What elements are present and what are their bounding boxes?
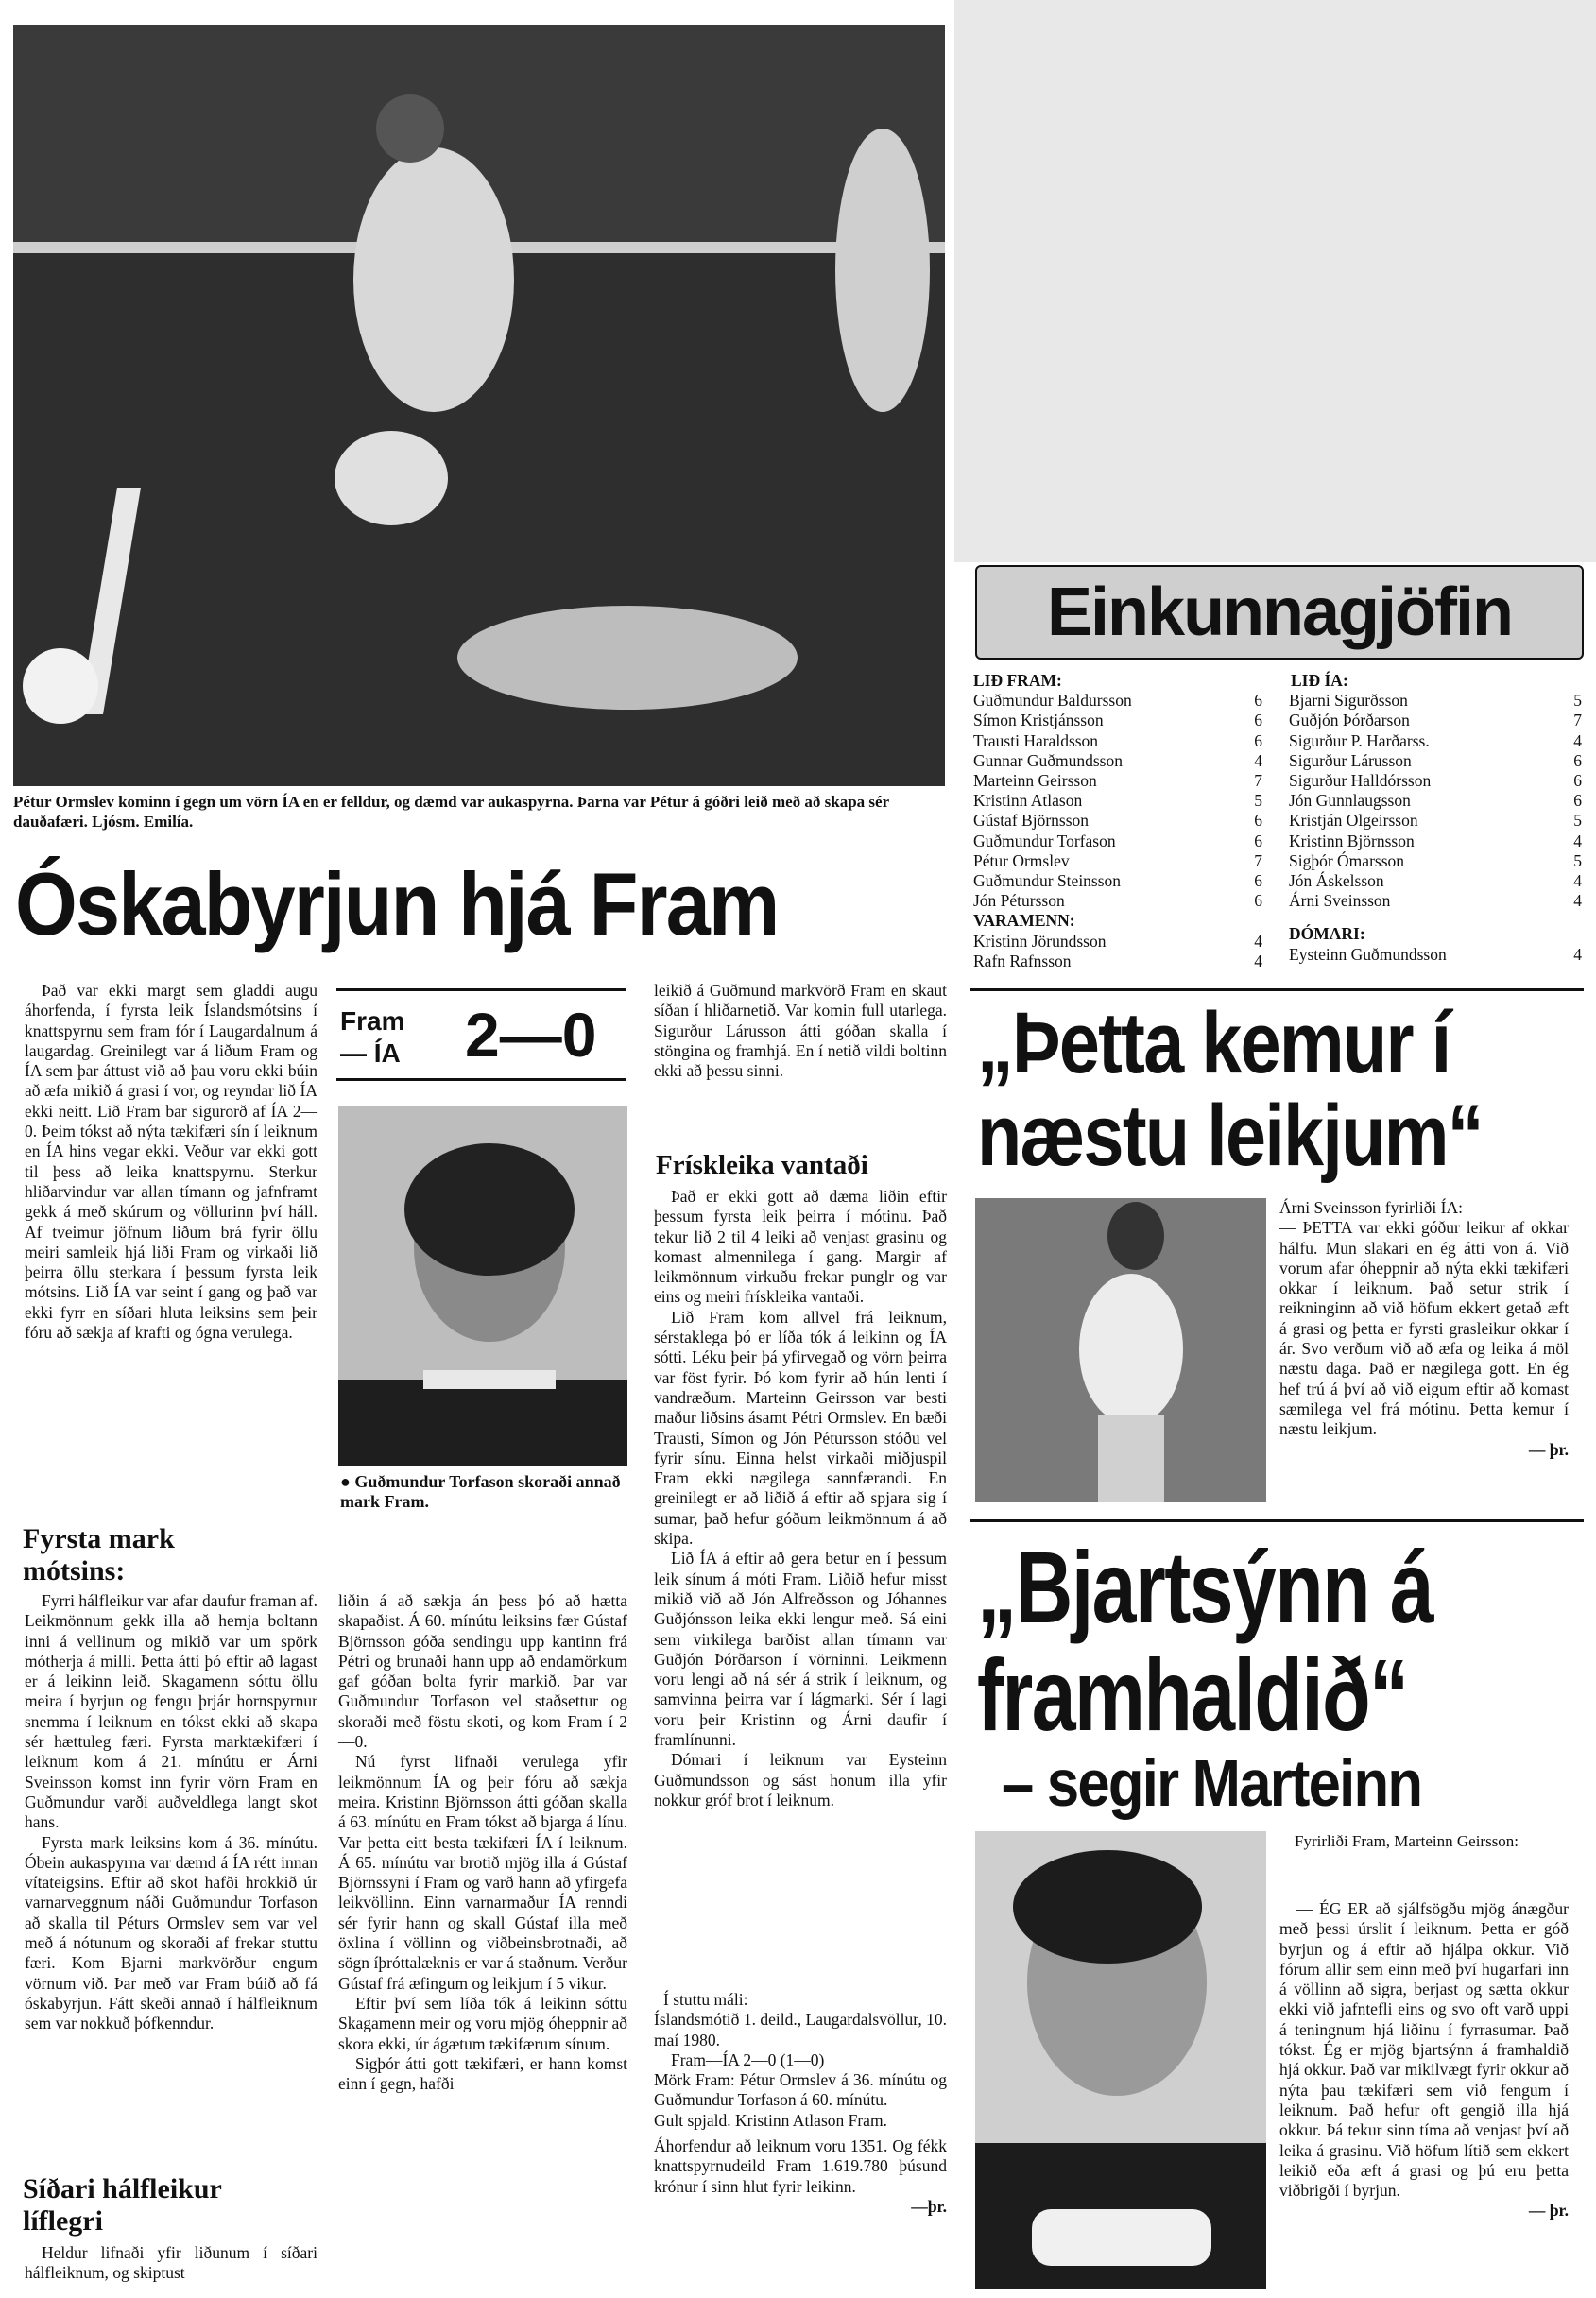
- player-name: Kristinn Jörundsson: [973, 931, 1107, 951]
- player-score: 4: [1573, 871, 1582, 891]
- match-photo: [13, 25, 945, 786]
- player-score: 4: [1573, 831, 1582, 850]
- photo-marteinn: [975, 1831, 1266, 2289]
- portrait-caption: ● Guðmundur Torfason skoraði annað mark Fram.: [340, 1472, 621, 1511]
- player-name: Guðmundur Baldursson: [973, 691, 1132, 711]
- player-score: 4: [1254, 931, 1262, 951]
- player-score: 6: [1254, 831, 1262, 850]
- subheading-fyrsta-mark: Fyrsta mark mótsins:: [23, 1523, 175, 1586]
- rating-row: [973, 811, 1262, 831]
- story3-headline-l1: „Bjartsýnn á: [977, 1530, 1433, 1644]
- rating-row: [973, 771, 1262, 791]
- rating-row: [973, 791, 1262, 811]
- player-name: Guðmundur Torfason: [973, 831, 1116, 850]
- score-result: 2—0: [465, 1000, 597, 1070]
- player-name: Gústaf Björnsson: [973, 811, 1090, 831]
- ia-header: LIÐ ÍA:: [1291, 671, 1348, 690]
- rating-row: [1289, 691, 1582, 711]
- player-score: 5: [1254, 791, 1262, 811]
- rating-row: [1289, 771, 1582, 791]
- player-score: 7: [1573, 711, 1582, 730]
- player-score: 4: [1254, 750, 1262, 770]
- player-score: 5: [1573, 691, 1582, 711]
- rating-row: [1289, 751, 1582, 771]
- player-name: Trausti Haraldsson: [973, 730, 1099, 750]
- ratings-banner: [975, 565, 1584, 660]
- rating-row: [973, 932, 1262, 952]
- player-name: Sigurður Lárusson: [1289, 750, 1412, 770]
- rating-row: [1289, 791, 1582, 811]
- player-name: Marteinn Geirsson: [973, 771, 1097, 791]
- col3-top: leikið á Guðmund markvörð Fram en skaut síðan í hliðarnetið. Var komin full utarlega. Sigurður Lárusson átti góðan skalla í stöngina og framhjá. En í netið vildi boltinn ekki að þessu sinni.: [654, 981, 947, 1081]
- rating-row: [973, 851, 1262, 871]
- subheading-friskleika: Frískleika vantaði: [656, 1150, 868, 1180]
- rating-row: [973, 731, 1262, 751]
- rating-row: [973, 952, 1262, 971]
- rating-row: [1289, 871, 1582, 891]
- player-name: Jón Pétursson: [973, 891, 1065, 911]
- story2-byline: Árni Sveinsson fyrirliði ÍA:: [1279, 1198, 1463, 1217]
- rating-row: [973, 711, 1262, 730]
- portrait-torfason: [338, 1106, 627, 1466]
- player-name: Jón Gunnlaugsson: [1289, 791, 1411, 811]
- player-name: Árni Sveinsson: [1289, 891, 1391, 911]
- team-home: Fram: [340, 1006, 405, 1036]
- player-name: Sigurður Halldórsson: [1289, 771, 1432, 791]
- player-name: Rafn Rafnsson: [973, 951, 1072, 970]
- player-score: 6: [1254, 891, 1262, 911]
- intro-text: Það var ekki margt sem gladdi augu áhorfenda, í fyrsta leik Íslandsmótsins í knattspyrnu sem fram fór í Laugardalnum á laugardag. Greinilegt var á liðum Fram og ÍA sem þar áttust við að þau voru ekki búin að æfa mikið á grasi í vor, og reyndar lið ÍA ekki neitt. Lið Fram bar sigurorð af ÍA 2—0. Þeim tókst að nýta tækifæri sín í leiknum en ÍA hins vegar ekki. Veður var ekki gott til þess að leika knattspyrnu. Sterkur hliðarvindur var allan tímann og jafnframt gekk á með skúrum og völlurinn því háll. Af tveimur jöfnum liðum brá fyrir öllu meiri samleik hjá liði Fram og virkaði lið þeirra öllu sterkara í þessum fyrsta leik mótsins. Lið ÍA var seint í gang og það var ekki fyrr en síðari hluta leiksins sem þeir fóru að sækja af krafti og ógna verulega.: [25, 981, 317, 1343]
- player-name: Guðjón Þórðarson: [1289, 711, 1410, 730]
- player-score: 6: [1254, 711, 1262, 730]
- photo-caption: Pétur Ormslev kominn í gegn um vörn ÍA en er felldur, og dæmd var aukaspyrna. Þarna var Pétur á góðri leið með að skapa sér dauðafæri. Ljósm. Emilía.: [13, 793, 889, 831]
- rating-row: [973, 751, 1262, 771]
- player-score: 6: [1573, 791, 1582, 811]
- fram-header: LIÐ FRAM:: [973, 671, 1062, 690]
- player-name: Kristján Olgeirsson: [1289, 811, 1418, 831]
- divider-2: [970, 1519, 1584, 1522]
- rating-row: [1289, 811, 1582, 831]
- player-score: 7: [1254, 850, 1262, 870]
- story3-signature: — þr.: [1528, 2201, 1569, 2221]
- player-score: 4: [1573, 730, 1582, 750]
- ratings-ia: [1289, 671, 1582, 965]
- player-name: Guðmundur Steinsson: [973, 871, 1122, 891]
- player-name: Kristinn Björnsson: [1289, 831, 1415, 850]
- player-score: 7: [1254, 771, 1262, 791]
- referee-row: [1289, 945, 1582, 965]
- player-score: 5: [1573, 811, 1582, 831]
- photo-margin: [954, 0, 1596, 562]
- player-name: Kristinn Atlason: [973, 791, 1083, 811]
- player-name: Jón Áskelsson: [1289, 871, 1384, 891]
- summary-box: Í stuttu máli: Íslandsmótið 1. deild., Laugardalsvöllur, 10. maí 1980. Fram—ÍA 2—0 (1—0) Mörk Fram: Pétur Ormslev á 36. mínútu og Guðmundur Torfason á 60. mínútu. Gult spjald. Kristinn Atlason Fram. Áhorfendur að leiknum voru 1351. Og fékk knattspyrnudeild Fram 1.619.780 þúsund krónur í sinn hlut fyrir leikinn. —þr.: [654, 1990, 947, 2216]
- rating-row: [973, 832, 1262, 851]
- story3-byline: Fyrirliði Fram, Marteinn Geirsson:: [1295, 1832, 1519, 1850]
- player-score: 4: [1254, 951, 1262, 970]
- team-away: — ÍA: [340, 1038, 401, 1068]
- main-headline: Óskabyrjun hjá Fram: [15, 854, 779, 953]
- rating-row: [973, 691, 1262, 711]
- story3-headline-l3: – segir Marteinn: [1002, 1746, 1422, 1820]
- player-score: 6: [1254, 811, 1262, 831]
- col1-text-end: Heldur lifnaði yfir liðunum í síðari hálfleiknum, og skiptust: [25, 2243, 317, 2283]
- rating-row: [973, 871, 1262, 891]
- photo-arni: [975, 1198, 1266, 1502]
- score-box: [336, 988, 626, 1081]
- player-score: 6: [1254, 871, 1262, 891]
- rating-row: [1289, 731, 1582, 751]
- col3-text: Það er ekki gott að dæma liðin eftir þessum fyrsta leik þeirra í mótinu. Það tekur lið 2 til 4 leiki að venjast grasinu og komast almennilega í gang. Margir af leikmönnum virkuðu frekar punglr og var eins og meiri frískleika vantaði. Lið Fram kom allvel frá leiknum, sérstaklega þó er líða tók á leikinn og ÍA sótti. Léku þeir þá yfirvegað og vörn þeirra var föst fyrir. Þó kom fyrir að hún lenti í vandræðum. Marteinn Geirsson var besti maður liðsins ásamt Pétri Ormslev. En bæði Trausti, Símon og Jón Pétursson stóðu vel fyrir sínu. Einna helst virkaði miðjuspil Fram ekki nægilega sannfærandi. En greinilegt er að liðið á eftir að spjara sig í sumar, það hefur góðum leikmönnum á að skipa. Lið ÍA á eftir að gera betur en í þessum leik sínum á móti Fram. Liðið hefur misst mikið við að Jón Alfreðsson og Jóhannes Guðjónsson leika ekki lengur með. Sá eini sem virkilega barðist allan tímann var Guðjón Þórðarson í vörninni. Leikmenn voru lengi að ná sér á strik í leiknum, og samvinna þeirra var í lágmarki. Sér í lagi voru þeir Kristinn og Árni daufir í framlínunni. Dómari í leiknum var Eysteinn Guðmundsson og sást honum illa yfir nokkur gróf brot í leiknum.: [654, 1187, 947, 1809]
- subs-header: VARAMENN:: [973, 911, 1075, 931]
- story3-byline-box: [1295, 1831, 1569, 1851]
- player-name: Pétur Ormslev: [973, 850, 1070, 870]
- player-score: 6: [1573, 771, 1582, 791]
- story3-headline-l2: framhaldið“: [977, 1638, 1408, 1752]
- player-name: Símon Kristjánsson: [973, 711, 1104, 730]
- player-name: Sigþór Ómarsson: [1289, 850, 1405, 870]
- col2-text: liðin á að sækja án þess þó að hætta skapaðist. Á 60. mínútu leiksins fær Gústaf Björnsson góða sendingu upp kantinn frá Pétri og brunaði hann upp að endamörkum gaf góðan bolta fyrir markið. Þar var Guðmundur Torfason vel staðsettur og skoraði með föstu skoti, og kom Fram í 2—0. Nú fyrst lifnaði verulega yfir leikmönnum ÍA og þeir fóru að sækja meira. Kristinn Björnsson átti góðan skalla á 63. mínútu en Fram tókst að bjarga á línu. Var þetta eitt besta tækifæri ÍA í leiknum. Á 65. mínútu var brotið mjög illa á Gústaf Björnssyni í Fram og varð hann að yfirgefa leikvöllinn. Einn varnarmaður ÍA renndi sér fyrir hann og skall Gústaf illa með öxlina í völlinn og viðbeinsbrotnaði, að sögn íþróttalæknis er var á staðnum. Verður Gústaf frá æfingum og leikjum í 5 vikur. Eftir því sem líða tók á leikinn sóttu Skagamenn meir og voru mjög óheppnir að skora ekki, úr ágætum tækifærum sínum. Sigþór átti gott tækifæri, er hann komst einn í gegn, hafði: [338, 1591, 627, 2094]
- story2-headline-l1: „Þetta kemur í: [977, 995, 1450, 1091]
- rating-row: [973, 891, 1262, 911]
- player-name: Bjarni Sigurðsson: [1289, 691, 1408, 711]
- rating-row: [1289, 891, 1582, 911]
- rating-row: [1289, 851, 1582, 871]
- ratings-fram: [973, 671, 1262, 971]
- player-score: 4: [1573, 891, 1582, 911]
- referee-score: 4: [1573, 944, 1582, 964]
- divider-1: [970, 988, 1584, 991]
- player-score: 6: [1573, 750, 1582, 770]
- story2-signature: — þr.: [1528, 1439, 1569, 1459]
- player-name: Sigurður P. Harðarss.: [1289, 730, 1430, 750]
- ref-header: DÓMARI:: [1289, 924, 1365, 944]
- referee-name: Eysteinn Guðmundsson: [1289, 944, 1447, 964]
- rating-row: [1289, 711, 1582, 730]
- story2-headline-l2: næstu leikjum“: [977, 1088, 1483, 1184]
- player-score: 6: [1254, 730, 1262, 750]
- rating-row: [1289, 832, 1582, 851]
- subheading-sidari: Síðari hálfleikur líflegri: [23, 2173, 222, 2237]
- story3-body: — ÉG ER að sjálfsögðu mjög ánægður með þessi úrslit í leiknum. Þetta er góð byrjun og á eftir að hjálpa okkur. Við fórum allir sem einn með því hugarfari inn á völlinn að sigra, berjast og sætta okkur ekki við jafntefli eins og svo oft varð uppi á teningnum hjá liðinu í fyrrasumar. Það tókst. Ég er mjög bjartsýnn á framhaldið hjá okkur. Það var mikilvægt fyrir okkur að nýta þau tækifæri sem við fengum í leiknum. Það hefur oft gengið illa hjá okkur. Þá tekur sinn tíma að venjast því að leika á grasinu. Við höfum lítið sem ekkert leikið eða æft á grasi og þú eru þetta viðbrigði í byrjun. — þr.: [1279, 1899, 1569, 2221]
- col1-text: Fyrri hálfleikur var afar daufur framan af. Leikmönnum gekk illa að hemja boltann inni á vellinum og mikið var um spörk mótherja á milli. Þetta átti þó eftir að lagast er á leikinn leið. Skagamenn sóttu öllu meira í byrjun og fengu þrjár hornspyrnur snemma í leiknum en tókst ekki að skapa sér hættuleg færi. Fyrsta marktækifæri í leiknum kom á 21. mínútu er Árni Sveinsson komst inn fyrir vörn Fram en Guðmundur varði auðveldlega langt skot hans. Fyrsta mark leiksins kom á 36. mínútu. Óbein aukaspyrna var dæmd á ÍA rétt innan vítateigsins. Eftir að skot hafði hrokkið úr varnarveggnum náði Guðmundur Torfason að skalla til Péturs Ormslev sem var vel með á nótunum og skoraði af frekar stuttu færi. Kom Bjarni markvörður engum vörnum við. Þar með var Fram búið að fá óskabyrjun. Fátt skeði annað í hálfleiknum sem var nokkuð þófkenndur.: [25, 1591, 318, 2033]
- summary-signature: —þr.: [911, 2196, 947, 2216]
- player-score: 6: [1254, 691, 1262, 711]
- player-score: 5: [1573, 850, 1582, 870]
- story2-body: Árni Sveinsson fyrirliði ÍA: — ÞETTA var ekki góður leikur af okkar hálfu. Mun slakari en ég átti von á. Við vorum afar óheppnir að nýta ekki tækifæri okkar í leiknum. Það setur strik í reikninginn að við höfum ekkert getað æft á grasi og þetta er fyrsti grasleikur okkar í ár. Svo verðum við að æfa og leika á möl næstu daga. Það er nægilega gott. En ég hef trú á því að við eigum eftir að komast sæmilega vel frá mótinu. Þetta kemur í næstu leikjum. — þr.: [1279, 1198, 1569, 1459]
- player-name: Gunnar Guðmundsson: [973, 750, 1123, 770]
- ratings-title: Einkunnagjöfin: [1047, 574, 1512, 650]
